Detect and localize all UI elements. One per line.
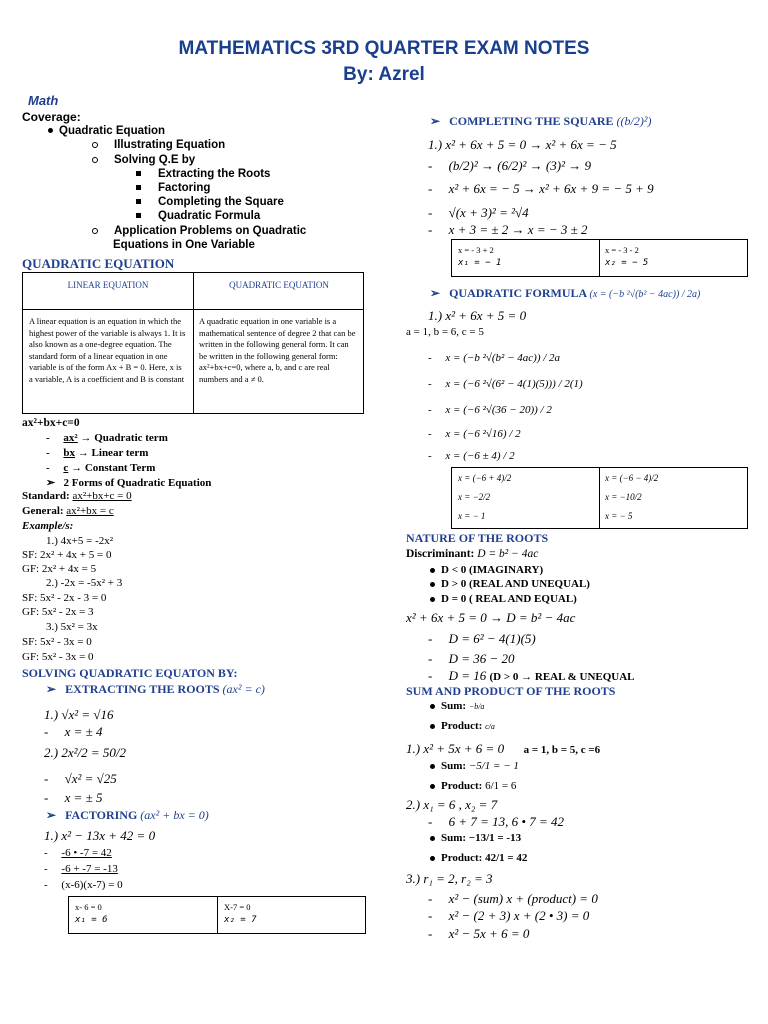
example-3-sf: SF: 5x² - 3x = 0 [22, 636, 92, 648]
qf-step-4: - x = (−6 ²√(36 − 20)) / 2 [428, 404, 552, 416]
nature-step-1: - D = 6² − 4(1)(5) [428, 631, 536, 646]
sumprod-heading: SUM AND PRODUCT OF THE ROOTS [406, 684, 616, 698]
qf-coefficients: a = 1, b = 6, c = 5 [406, 326, 484, 338]
factor-root-2-eq: X-7 = 0 [224, 902, 251, 912]
nature-case-2: D > 0 (REAL AND UNEQUAL) [430, 578, 590, 590]
example-1-gf: GF: 2x² + 4x = 5 [22, 563, 97, 575]
cts-root-2-eq: x = - 3 - 2 [605, 245, 639, 255]
qf-step-2: - x = (−b ²√(b² − 4ac)) / 2a [428, 352, 561, 364]
term-linear: - bx → Linear term [46, 447, 149, 459]
nature-step-3: - D = 16 (D > 0 → REAL & UNEQUAL [428, 668, 635, 683]
coverage-subsubitem: Completing the Square [136, 196, 284, 208]
extract-step-1: 1.) √x² = √16 [44, 707, 114, 722]
factor-step-1b: - -6 + -7 = -13 [44, 863, 118, 875]
sum-formula: Sum: −b/a [430, 700, 484, 712]
qf-root-2: x = − 5 [605, 511, 633, 521]
sumprod-example-2a: - 6 + 7 = 13, 6 • 7 = 42 [428, 814, 564, 829]
cts-heading: ➢ COMPLETING THE SQUARE ((b/2)²) [430, 114, 652, 128]
general-form-label: General: ax²+bx = c [22, 505, 114, 517]
nature-step-2: - D = 36 − 20 [428, 651, 515, 666]
qf-root-1: x = − 1 [458, 511, 486, 521]
term-quadratic: - ax² → Quadratic term [46, 432, 168, 444]
example-2-sf: SF: 5x² - 2x - 3 = 0 [22, 592, 107, 604]
cts-root-1: x₁ = − 1 [458, 258, 502, 268]
example-1: 1.) 4x+5 = -2x² [46, 535, 114, 547]
page-author: By: Azrel [343, 64, 425, 85]
sumprod-example-1-sum: Sum: −5/1 = − 1 [430, 760, 519, 772]
examples-label: Example/s: [22, 520, 74, 532]
cts-step-3: - x² + 6x = − 5 → x² + 6x + 9 = − 5 + 9 [428, 181, 654, 196]
coverage-label: Coverage: [22, 110, 81, 124]
qf-root-2-step-2: x = −10/2 [605, 492, 642, 502]
term-constant: - c → Constant Term [46, 462, 156, 474]
qf-root-1-step-2: x = −2/2 [458, 492, 491, 502]
sumprod-example-2-product: Product: 42/1 = 42 [430, 852, 527, 864]
page-title: MATHEMATICS 3RD QUARTER EXAM NOTES [178, 38, 590, 59]
sumprod-example-2: 2.) x₁ = 6 , x₂ = 7 [406, 797, 498, 812]
nature-case-3: D = 0 ( REAL AND EQUAL) [430, 593, 577, 605]
cts-root-1-eq: x = - 3 + 2 [458, 245, 494, 255]
factoring-heading: ➢ FACTORING (ax² + bx = 0) [46, 808, 209, 822]
extract-step-2: 2.) 2x²/2 = 50/2 [44, 745, 126, 760]
factor-root-1-eq: x- 6 = 0 [75, 902, 102, 912]
sumprod-example-1: 1.) x² + 5x + 6 = 0 a = 1, b = 5, c =6 [406, 741, 601, 756]
linear-description: A linear equation is an equation in which the highest power of the variable is always 1. It is also known as a one-degree equation. The standard form of a linear equation in one variable is of the form Ax + B = 0. Here, x is a variable, A is a coefficient and B is constant [29, 316, 186, 384]
standard-form: Standard: ax²+bx+c = 0 [22, 490, 132, 502]
sumprod-example-3a: - x² − (sum) x + (product) = 0 [428, 891, 598, 906]
sumprod-example-3: 3.) r₁ = 2, r₂ = 3 [406, 871, 493, 886]
coverage-item: Quadratic Equation [48, 125, 165, 137]
cts-step-5: - x + 3 = ± 2 → x = − 3 ± 2 [428, 222, 588, 237]
sumprod-example-3b: - x² − (2 + 3) x + (2 • 3) = 0 [428, 908, 590, 923]
coverage-subitem: Illustrating Equation [92, 139, 225, 151]
cts-step-2: - (b/2)² → (6/2)² → (3)² → 9 [428, 158, 591, 173]
factor-step-1: 1.) x² − 13x + 42 = 0 [44, 828, 156, 843]
nature-example: x² + 6x + 5 = 0 → D = b² − 4ac [406, 610, 576, 625]
factor-step-1a: - -6 • -7 = 42 [44, 847, 112, 859]
factoring-result-box [68, 896, 366, 934]
qf-step-1: 1.) x² + 6x + 5 = 0 [428, 308, 527, 323]
extracting-heading: ➢ EXTRACTING THE ROOTS (ax² = c) [46, 682, 265, 696]
sumprod-example-2-sum: Sum: −13/1 = -13 [430, 832, 521, 844]
example-2: 2.) -2x = -5x² + 3 [46, 577, 123, 589]
qf-step-6: - x = (−6 ± 4) / 2 [428, 450, 515, 462]
qf-root-2-step-1: x = (−6 − 4)/2 [605, 473, 659, 483]
nature-case-1: D < 0 (IMAGINARY) [430, 564, 543, 576]
cts-result-box [451, 239, 748, 277]
forms-heading: ➢ 2 Forms of Quadratic Equation [46, 477, 212, 489]
coverage-subitem-cont: Equations in One Variable [113, 239, 255, 251]
solving-heading: SOLVING QUADRATIC EQUATON BY: [22, 666, 238, 680]
coverage-subsubitem: Factoring [136, 182, 210, 194]
coverage-subitem: Solving Q.E by [92, 154, 195, 166]
sumprod-example-3c: - x² − 5x + 6 = 0 [428, 926, 530, 941]
product-formula: Product: c/a [430, 720, 495, 732]
factor-root-1: x₁ = 6 [75, 915, 108, 925]
table-header-linear: LINEAR EQUATION [67, 280, 149, 290]
sumprod-example-1-product: Product: 6/1 = 6 [430, 780, 516, 792]
example-1-sf: SF: 2x² + 4x + 5 = 0 [22, 549, 112, 561]
qf-step-5: - x = (−6 ²√16) / 2 [428, 428, 521, 440]
factor-root-2: x₂ = 7 [224, 915, 257, 925]
comparison-table [22, 272, 364, 414]
example-3: 3.) 5x² = 3x [46, 621, 98, 633]
cts-step-1: 1.) x² + 6x + 5 = 0 → x² + 6x = − 5 [428, 137, 617, 152]
extract-step-2b: - √x² = √25 [44, 771, 117, 786]
example-3-gf: GF: 5x² - 3x = 0 [22, 651, 94, 663]
example-2-gf: GF: 5x² - 2x = 3 [22, 606, 94, 618]
qf-heading: ➢ QUADRATIC FORMULA (x = (−b ²√(b² − 4ac)) / 2a) [430, 286, 701, 300]
qf-step-3: - x = (−6 ²√(6² − 4(1)(5))) / 2(1) [428, 378, 583, 390]
qf-root-1-step-1: x = (−6 + 4)/2 [458, 473, 512, 483]
discriminant: Discriminant: D = b² − 4ac [406, 548, 539, 560]
extract-step-1b: - x = ± 4 [44, 724, 103, 739]
table-header-quadratic: QUADRATIC EQUATION [229, 280, 329, 290]
coverage-subsubitem: Extracting the Roots [136, 168, 270, 180]
subject-label: Math [28, 93, 59, 108]
section-heading-quadratic: QUADRATIC EQUATION [22, 256, 175, 271]
cts-root-2: x₂ = − 5 [605, 258, 649, 268]
quadratic-description: A quadratic equation in one variable is a mathematical sentence of degree 2 that can be written in the following general form. It can be written in the following general form: ax²+bx+c=0, where a, b, and c are real numbers and a ≠ 0. [199, 316, 356, 384]
cts-step-4: - √(x + 3)² = ²√4 [428, 205, 529, 220]
factor-step-1c: - (x-6)(x-7) = 0 [44, 879, 123, 891]
nature-heading: NATURE OF THE ROOTS [406, 531, 549, 545]
general-form: ax²+bx+c=0 [22, 417, 80, 429]
coverage-subitem: Application Problems on Quadratic [92, 225, 306, 237]
coverage-subsubitem: Quadratic Formula [136, 210, 260, 222]
qf-result-box [451, 467, 748, 529]
extract-step-2c: - x = ± 5 [44, 790, 103, 805]
